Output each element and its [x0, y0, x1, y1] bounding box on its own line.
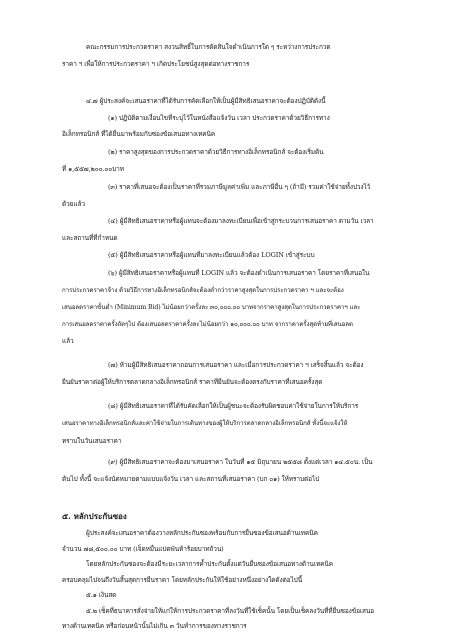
section-4-item: อิเล็กทรอนิกส์ ที่ได้ยื่นมาพร้อมกับซองข้อเสนอทางเทคนิค	[62, 129, 216, 138]
section-5-item: ทางด้านเทคนิค หรือก่อนหน้านั้นไม่เกิน ๓ วันทำการของทางราชการ	[62, 622, 247, 630]
section-4-item: ที่ ๑,๕๕๗,๒๐๐.๐๐บาท	[62, 165, 124, 174]
section-4-item: ด้วยแล้ว	[62, 199, 85, 208]
section-4-item: ทราบในวันเสนอราคา	[62, 436, 122, 445]
intro-line-1: คณะกรรมการประกวดราคา สงวนสิทธิ์ในการตัดสินใจดำเนินการใด ๆ ระหว่างการประกวด	[86, 43, 331, 51]
section-4-item: เสนอราคาทางอิเล็กทรอนิกส์และค่าใช้จ่ายในการเดินทางของผู้ให้บริการตลาดกลางอิเล็กทรอนิกส์ ทั้งนี้จะแจ้งให้	[62, 420, 348, 428]
section-4-item: ต้นไป ทั้งนี้ จะแจ้งนัดหมายตามแบบแจ้งวัน เวลา และสถานที่เสนอราคา (บก ๐๑) ให้ทราบต่อไป	[62, 474, 320, 483]
section-5-item: ๕.๑ เงินสด	[86, 591, 117, 600]
section-5-item: ๕.๒ เช็คที่ธนาคารสั่งจ่ายให้แก่ให้การประกวดราคาที่ลงวันที่ใช้เช็คนั้น โดยเป็นเช็คลงวันที่ที่ยื่นซองข้อเสนอ	[86, 606, 375, 615]
section-4-heading: ๔.๗ ผู้ประสงค์จะเสนอราคาที่ได้รับการคัดเลือกให้เป็นผู้มีสิทธิเสนอราคาจะต้องปฏิบัติดังนี้	[86, 96, 326, 105]
section-4-item: (๕) ผู้มีสิทธิเสนอราคาหรือผู้แทนที่มาลงทะเบียนแล้วต้อง LOGIN เข้าสู่ระบบ	[108, 251, 315, 260]
section-4-item: (๖) ผู้มีสิทธิเสนอราคาหรือผู้แทนที่ LOGIN แล้ว จะต้องดำเนินการเสนอราคา โดยราคาที่เสนอใน	[108, 268, 370, 277]
section-4-item: และสถานที่ที่กำหนด	[62, 234, 118, 243]
section-4-item: (๒) ราคาสูงสุดของการประกวดราคาด้วยวิธีการทางอิเล็กทรอนิกส์ จะต้องเริ่มต้น	[108, 148, 324, 157]
section-4-item: (๔) ผู้มีสิทธิเสนอราคาหรือผู้แทนจะต้องมาลงทะเบียนเพื่อเข้าสู่กระบวนการเสนอราคา ตามวัน เวลา	[108, 216, 374, 225]
intro-line-2: ราคา ฯ เพื่อให้การประกวดราคา ฯ เกิดประโยชน์สูงสุดต่อทางราชการ	[62, 60, 250, 69]
section-4-item: (๑) ปฏิบัติตามเงื่อนไขที่ระบุไว้ในหนังสือแจ้งวัน เวลา ประกวดราคาด้วยวิธีการทาง	[108, 113, 330, 122]
section-4-item: การประกวดราคาจ้าง ด้วยวิธีการทางอิเล็กทรอนิกส์จะต้องต่ำกว่าราคาสูงสุดในการประกวดราคา ฯ และจะต้อง	[62, 286, 344, 294]
section-4-item: (๘) ผู้มีสิทธิเสนอราคาที่ได้รับคัดเลือกให้เป็นผู้ชนะจะต้องรับผิดชอบค่าใช้จ่ายในการให้บริการ	[108, 402, 359, 411]
section-4-item: (๗) ห้ามผู้มีสิทธิเสนอราคาถอนการเสนอราคา และเมื่อการประกวดราคา ฯ เสร็จสิ้นแล้ว จะต้อง	[108, 361, 364, 370]
section-5-item: ครอบคลุมไปจนถึงวันสิ้นสุดการยืนราคา โดยหลักประกันให้ใช้อย่างหนึ่งอย่างใดดังต่อไปนี้	[62, 576, 303, 585]
section-4-item: (๙) ผู้มีสิทธิเสนอราคาจะต้องมาเสนอราคา ในวันที่ ๑๕ มิถุนายน ๒๕๕๘ ตั้งแต่เวลา ๑๔.๕๐น. เป็น	[108, 457, 373, 466]
section-5-item: ผู้ประสงค์จะเสนอราคาต้องวางหลักประกันซองพร้อมกับการยื่นซองข้อเสนอด้านเทคนิค	[86, 529, 318, 538]
section-4-item: การเสนอลดราคาครั้งถัดๆไป ต้องเสนอลดราคาครั้งละไม่น้อยกว่า ๑๐,๐๐๐.๐๐ บาท จากราคาครั้งสุดท้ายที่เสนอลด	[62, 321, 353, 329]
section-4-item: ยืนยันราคาต่อผู้ให้บริการตลาดกลางอิเล็กทรอนิกส์ ราคาที่ยืนยันจะต้องตรงกับราคาที่เสนอครั้งสุด	[62, 378, 323, 387]
section-5-heading: ๕. หลักประกันซอง	[62, 511, 127, 522]
section-5-item: โดยหลักประกันซองจะต้องมีระยะเวลาการค้ำประกันตั้งแต่วันยื่นซองข้อเสนอทางด้านเทคนิค	[86, 559, 334, 568]
section-4-item: แล้ว	[62, 337, 74, 346]
section-5-item: จำนวน ๗๘,๕๐๐.๐๐ บาท (เจ็ดหมื่นแปดพันห้าร้อยบาทถ้วน)	[62, 544, 224, 553]
section-4-item: (๓) ราคาที่เสนอจะต้องเป็นราคาที่รวมภาษีมูลค่าเพิ่ม และภาษีอื่น ๆ (ถ้ามี) รวมค่าใช้จ่ายทั้งปวงไว้	[108, 182, 371, 191]
section-4-item: เสนอลดราคาขั้นต่ำ (Minimum Bid) ไม่น้อยกว่าครั้งละ ๓๐,๐๐๐.๐๐ บาทจากราคาสูงสุดในการประกวดราคาฯ และ	[62, 303, 361, 311]
